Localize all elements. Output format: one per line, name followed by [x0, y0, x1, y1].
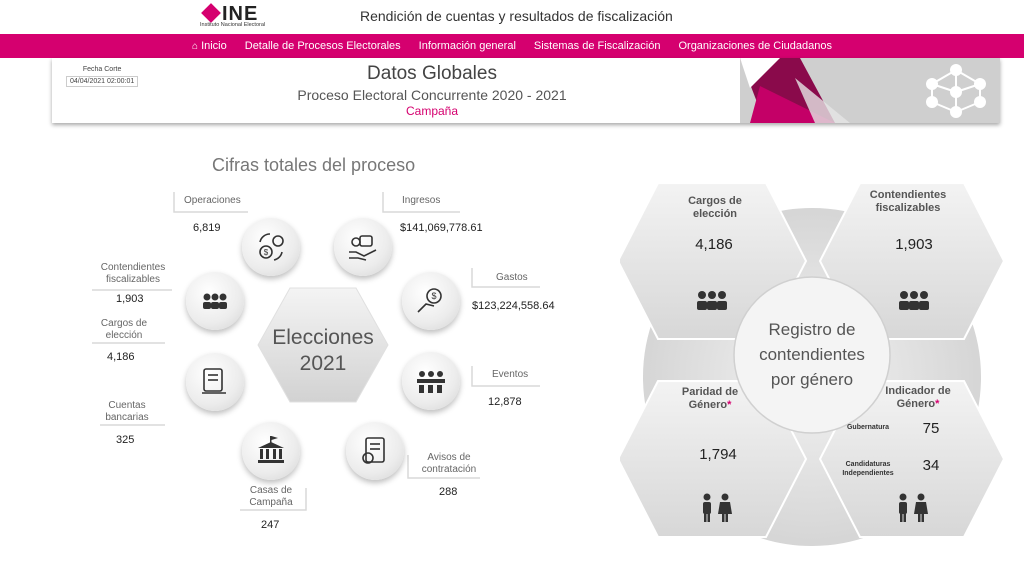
registro-cargos-icon: [682, 287, 742, 322]
cifras-title: Cifras totales del proceso: [212, 155, 416, 175]
operaciones-value: 6,819: [193, 222, 221, 234]
building-flag-icon: [254, 434, 288, 468]
operaciones-label: Operaciones: [184, 195, 241, 206]
nav-item-inicio[interactable]: ⌂ Inicio: [192, 40, 227, 52]
banner-subtitle: Proceso Electoral Concurrente 2020 - 2021: [297, 87, 567, 103]
gubernatura-value: 75: [922, 420, 940, 437]
nav-item-informacion[interactable]: Información general: [418, 40, 516, 52]
registro-paridad-label: Paridad de Género*: [681, 386, 739, 411]
registro-panel: [620, 175, 1024, 557]
gubernatura-label: Gubernatura: [846, 424, 889, 431]
coin-hand-icon: [414, 284, 448, 318]
banner-graphic: [740, 58, 1000, 123]
casas-label: Casas de Campaña: [249, 485, 293, 508]
man-woman-icon: [696, 493, 736, 523]
ingresos-value: $141,069,778.61: [400, 222, 483, 234]
hand-money-icon: [346, 230, 380, 264]
registro-contendientes-icon: [884, 287, 944, 322]
svg-text:$: $: [263, 248, 269, 257]
gastos-label: Gastos: [496, 272, 528, 283]
home-icon: ⌂: [192, 41, 199, 52]
registro-cargos-label: Cargos de elección: [688, 195, 742, 220]
man-woman-icon: [892, 493, 932, 523]
avisos-circle[interactable]: [346, 422, 404, 480]
group-people-icon: [692, 287, 732, 317]
cargos-value: 4,186: [107, 351, 135, 363]
contendientes-value: 1,903: [116, 293, 144, 305]
registro-paridad-icon: [686, 493, 746, 528]
ingresos-circle[interactable]: [334, 218, 392, 276]
banner-phase: Campaña: [405, 104, 459, 118]
registro-contendientes-value: 1,903: [895, 236, 933, 253]
eventos-value: 12,878: [488, 396, 522, 408]
nav-item-detalle[interactable]: Detalle de Procesos Electorales: [244, 40, 401, 52]
nav-item-organizaciones[interactable]: Organizaciones de Ciudadanos: [678, 40, 832, 52]
casas-value: 247: [261, 519, 280, 531]
avisos-label: Avisos de contratación: [421, 452, 477, 475]
group-people-icon: [198, 284, 232, 318]
contendientes-circle[interactable]: [186, 272, 244, 330]
registro-center-text: Registro de contendientes por género: [759, 320, 865, 389]
logo-text: INE: [222, 3, 259, 25]
bank-statement-icon: [198, 365, 232, 399]
candidaturas-label: Candidaturas Independientes: [842, 461, 894, 477]
casas-circle[interactable]: [242, 422, 300, 480]
app-title: Rendición de cuentas y resultados de fiscalización: [360, 8, 673, 24]
registro-cargos-value: 4,186: [695, 236, 733, 253]
cutoff-date-value: 04/04/2021 02:00:01: [66, 76, 138, 87]
contendientes-label: Contendientes fiscalizables: [100, 262, 166, 285]
audience-icon: [414, 364, 448, 398]
registro-paridad-value: 1,794: [699, 446, 737, 463]
registro-contendientes-label: Contendientes fiscalizables: [869, 189, 947, 214]
cuentas-label: Cuentas bancarias: [105, 400, 149, 423]
registro-indicador-icon: [882, 493, 942, 528]
elecciones-center-text: Elecciones 2021: [272, 326, 374, 375]
group-people-icon: [894, 287, 934, 317]
candidaturas-value: 34: [922, 457, 940, 474]
nav-item-sistemas[interactable]: Sistemas de Fiscalización: [533, 40, 661, 52]
cutoff-date-label: Fecha Corte: [82, 66, 122, 73]
eventos-label: Eventos: [492, 369, 529, 380]
avisos-value: 288: [439, 486, 458, 498]
network-icon: [918, 62, 994, 120]
logo-subtitle: Instituto Nacional Electoral: [200, 22, 266, 28]
eventos-circle[interactable]: [402, 352, 460, 410]
ingresos-label: Ingresos: [402, 195, 441, 206]
registro-indicador-label: Indicador de Género*: [885, 385, 951, 410]
cuentas-value: 325: [116, 434, 135, 446]
banner-title: Datos Globales: [367, 63, 497, 84]
svg-text:$: $: [431, 291, 437, 301]
gastos-value: $123,224,558.64: [472, 300, 555, 312]
cuentas-circle[interactable]: [186, 353, 244, 411]
operaciones-circle[interactable]: [242, 218, 300, 276]
cargos-label: Cargos de elección: [100, 318, 148, 341]
gastos-circle[interactable]: [402, 272, 460, 330]
money-cycle-icon: [254, 230, 288, 264]
contract-icon: [358, 434, 392, 468]
